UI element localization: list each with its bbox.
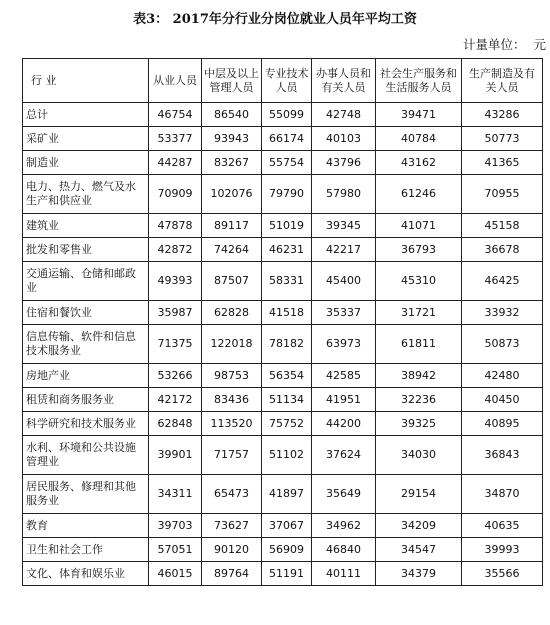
value-cell: 89117 <box>202 214 262 238</box>
value-cell: 79790 <box>262 175 312 214</box>
value-cell: 62828 <box>202 301 262 325</box>
value-cell: 37624 <box>312 436 376 475</box>
value-cell: 50773 <box>462 127 543 151</box>
table-row <box>23 412 543 436</box>
value-cell: 75752 <box>262 412 312 436</box>
table-title: 表3： 2017年分行业分岗位就业人员年平均工资 <box>133 12 417 27</box>
value-cell: 45158 <box>462 214 543 238</box>
value-cell: 42585 <box>312 364 376 388</box>
value-cell: 56909 <box>262 538 312 562</box>
value-cell: 71757 <box>202 436 262 475</box>
value-cell: 78182 <box>262 325 312 364</box>
table-row <box>23 175 543 214</box>
value-cell: 40635 <box>462 514 543 538</box>
table-row <box>23 238 543 262</box>
value-cell: 61811 <box>376 325 462 364</box>
value-cell: 41071 <box>376 214 462 238</box>
value-cell: 83436 <box>202 388 262 412</box>
value-cell: 51102 <box>262 436 312 475</box>
value-cell: 70955 <box>462 175 543 214</box>
value-cell: 37067 <box>262 514 312 538</box>
table-row <box>23 436 543 475</box>
industry-cell: 水利、环境和公共设施管理业 <box>23 436 149 475</box>
value-cell: 113520 <box>202 412 262 436</box>
value-cell: 98753 <box>202 364 262 388</box>
value-cell: 34547 <box>376 538 462 562</box>
value-cell: 35649 <box>312 475 376 514</box>
value-cell: 74264 <box>202 238 262 262</box>
table-row <box>23 325 543 364</box>
value-cell: 47878 <box>149 214 202 238</box>
value-cell: 42172 <box>149 388 202 412</box>
value-cell: 42872 <box>149 238 202 262</box>
value-cell: 90120 <box>202 538 262 562</box>
value-cell: 93943 <box>202 127 262 151</box>
industry-cell: 科学研究和技术服务业 <box>23 412 149 436</box>
value-cell: 42748 <box>312 103 376 127</box>
table-row <box>23 301 543 325</box>
unit-label: 计量单位： 元 <box>463 37 546 52</box>
value-cell: 70909 <box>149 175 202 214</box>
table-row <box>23 562 543 586</box>
value-cell: 50873 <box>462 325 543 364</box>
table-row <box>23 514 543 538</box>
value-cell: 35337 <box>312 301 376 325</box>
value-cell: 51019 <box>262 214 312 238</box>
column-header-production: 生产制造及有关人员 <box>462 59 543 103</box>
table-row <box>23 388 543 412</box>
value-cell: 40450 <box>462 388 543 412</box>
table-row <box>23 262 543 301</box>
industry-cell: 建筑业 <box>23 214 149 238</box>
value-cell: 33932 <box>462 301 543 325</box>
value-cell: 66174 <box>262 127 312 151</box>
industry-cell: 总计 <box>23 103 149 127</box>
header-row <box>23 59 543 103</box>
industry-cell: 居民服务、修理和其他服务业 <box>23 475 149 514</box>
value-cell: 71375 <box>149 325 202 364</box>
value-cell: 62848 <box>149 412 202 436</box>
value-cell: 122018 <box>202 325 262 364</box>
value-cell: 45310 <box>376 262 462 301</box>
table-row <box>23 127 543 151</box>
table-row <box>23 538 543 562</box>
value-cell: 40103 <box>312 127 376 151</box>
value-cell: 41951 <box>312 388 376 412</box>
value-cell: 32236 <box>376 388 462 412</box>
value-cell: 65473 <box>202 475 262 514</box>
value-cell: 87507 <box>202 262 262 301</box>
value-cell: 41518 <box>262 301 312 325</box>
table-row <box>23 214 543 238</box>
value-cell: 35566 <box>462 562 543 586</box>
value-cell: 89764 <box>202 562 262 586</box>
value-cell: 58331 <box>262 262 312 301</box>
industry-cell: 批发和零售业 <box>23 238 149 262</box>
value-cell: 56354 <box>262 364 312 388</box>
industry-cell: 交通运输、仓储和邮政业 <box>23 262 149 301</box>
industry-cell: 租赁和商务服务业 <box>23 388 149 412</box>
value-cell: 42217 <box>312 238 376 262</box>
column-header-managers: 中层及以上管理人员 <box>202 59 262 103</box>
value-cell: 41365 <box>462 151 543 175</box>
value-cell: 73627 <box>202 514 262 538</box>
value-cell: 34311 <box>149 475 202 514</box>
value-cell: 34209 <box>376 514 462 538</box>
value-cell: 44200 <box>312 412 376 436</box>
industry-cell: 卫生和社会工作 <box>23 538 149 562</box>
value-cell: 45400 <box>312 262 376 301</box>
industry-cell: 电力、热力、燃气及水生产和供应业 <box>23 175 149 214</box>
value-cell: 39993 <box>462 538 543 562</box>
value-cell: 40895 <box>462 412 543 436</box>
industry-cell: 住宿和餐饮业 <box>23 301 149 325</box>
value-cell: 57980 <box>312 175 376 214</box>
industry-cell: 制造业 <box>23 151 149 175</box>
value-cell: 86540 <box>202 103 262 127</box>
value-cell: 36678 <box>462 238 543 262</box>
column-header-service: 社会生产服务和生活服务人员 <box>376 59 462 103</box>
table-row <box>23 364 543 388</box>
value-cell: 39471 <box>376 103 462 127</box>
value-cell: 43286 <box>462 103 543 127</box>
value-cell: 46425 <box>462 262 543 301</box>
value-cell: 46231 <box>262 238 312 262</box>
value-cell: 46840 <box>312 538 376 562</box>
value-cell: 39703 <box>149 514 202 538</box>
value-cell: 44287 <box>149 151 202 175</box>
value-cell: 35987 <box>149 301 202 325</box>
value-cell: 29154 <box>376 475 462 514</box>
value-cell: 40111 <box>312 562 376 586</box>
table-row <box>23 475 543 514</box>
industry-cell: 房地产业 <box>23 364 149 388</box>
value-cell: 39345 <box>312 214 376 238</box>
value-cell: 55099 <box>262 103 312 127</box>
value-cell: 49393 <box>149 262 202 301</box>
value-cell: 102076 <box>202 175 262 214</box>
value-cell: 34870 <box>462 475 543 514</box>
value-cell: 36843 <box>462 436 543 475</box>
value-cell: 36793 <box>376 238 462 262</box>
value-cell: 31721 <box>376 301 462 325</box>
column-header-clerical: 办事人员和有关人员 <box>312 59 376 103</box>
industry-cell: 文化、体育和娱乐业 <box>23 562 149 586</box>
column-header-all-employees: 从业人员 <box>149 59 202 103</box>
value-cell: 34030 <box>376 436 462 475</box>
column-header-professionals: 专业技术人员 <box>262 59 312 103</box>
value-cell: 40784 <box>376 127 462 151</box>
value-cell: 34379 <box>376 562 462 586</box>
value-cell: 83267 <box>202 151 262 175</box>
value-cell: 51134 <box>262 388 312 412</box>
value-cell: 42480 <box>462 364 543 388</box>
value-cell: 39901 <box>149 436 202 475</box>
value-cell: 46754 <box>149 103 202 127</box>
value-cell: 51191 <box>262 562 312 586</box>
table-row <box>23 151 543 175</box>
value-cell: 46015 <box>149 562 202 586</box>
industry-cell: 信息传输、软件和信息技术服务业 <box>23 325 149 364</box>
value-cell: 53266 <box>149 364 202 388</box>
value-cell: 39325 <box>376 412 462 436</box>
value-cell: 61246 <box>376 175 462 214</box>
value-cell: 55754 <box>262 151 312 175</box>
value-cell: 63973 <box>312 325 376 364</box>
wage-table <box>22 58 543 586</box>
industry-cell: 教育 <box>23 514 149 538</box>
industry-cell: 采矿业 <box>23 127 149 151</box>
value-cell: 57051 <box>149 538 202 562</box>
value-cell: 53377 <box>149 127 202 151</box>
table-row <box>23 103 543 127</box>
value-cell: 38942 <box>376 364 462 388</box>
value-cell: 34962 <box>312 514 376 538</box>
column-header-industry: 行 业 <box>23 59 149 103</box>
value-cell: 43796 <box>312 151 376 175</box>
value-cell: 41897 <box>262 475 312 514</box>
value-cell: 43162 <box>376 151 462 175</box>
